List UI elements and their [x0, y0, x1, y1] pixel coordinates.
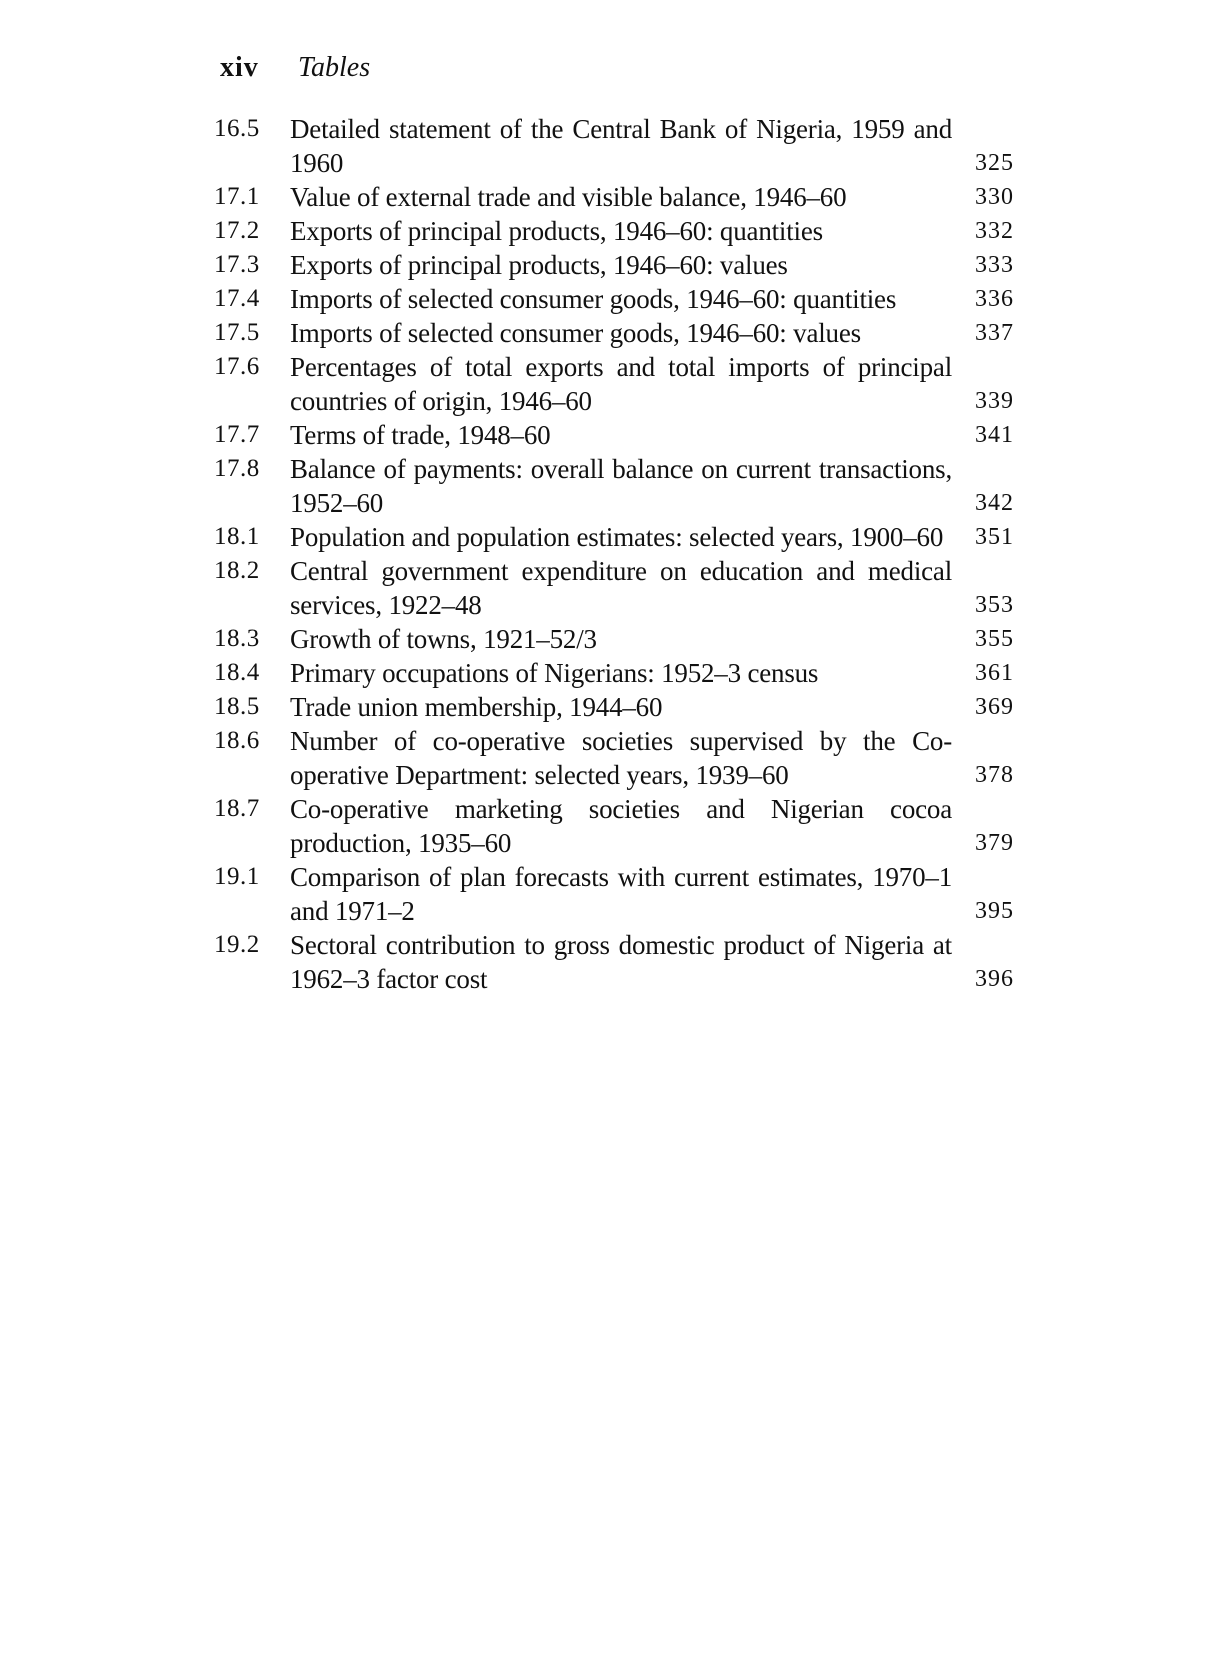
table-number: 18.3	[214, 625, 260, 652]
table-number: 17.1	[214, 183, 260, 210]
table-title: Number of co-operative societies supervised by the Co-operative Department: selected years, 1939–60	[290, 726, 952, 790]
table-page: 336	[975, 286, 1014, 312]
table-page: 378	[975, 762, 1014, 788]
table-page: 369	[975, 694, 1014, 720]
table-title: Trade union membership, 1944–60	[290, 692, 663, 722]
table-entry	[214, 690, 1014, 724]
table-page: 396	[975, 966, 1014, 992]
table-entry	[214, 316, 1014, 350]
table-title: Comparison of plan forecasts with current estimates, 1970–1 and 1971–2	[290, 862, 952, 926]
table-entry	[214, 350, 1014, 418]
table-number: 18.5	[214, 693, 260, 720]
table-title: Co-operative marketing societies and Nigerian cocoa production, 1935–60	[290, 794, 952, 858]
table-title: Terms of trade, 1948–60	[290, 420, 551, 450]
table-number: 18.4	[214, 659, 260, 686]
table-page: 337	[975, 320, 1014, 346]
table-entry	[214, 724, 1014, 792]
table-number: 19.1	[214, 863, 260, 890]
table-entry	[214, 622, 1014, 656]
table-entry	[214, 452, 1014, 520]
table-page: 379	[975, 830, 1014, 856]
table-page: 342	[975, 490, 1014, 516]
table-number: 17.2	[214, 217, 260, 244]
table-title: Detailed statement of the Central Bank of Nigeria, 1959 and 1960	[290, 114, 952, 178]
table-entry	[214, 248, 1014, 282]
table-title: Balance of payments: overall balance on current transactions, 1952–60	[290, 454, 952, 518]
table-entry	[214, 282, 1014, 316]
table-page: 330	[975, 184, 1014, 210]
table-entry	[214, 792, 1014, 860]
table-page: 355	[975, 626, 1014, 652]
table-entry	[214, 554, 1014, 622]
table-page: 395	[975, 898, 1014, 924]
table-number: 17.5	[214, 319, 260, 346]
table-title: Value of external trade and visible balance, 1946–60	[290, 182, 847, 212]
table-title: Sectoral contribution to gross domestic product of Nigeria at 1962–3 factor cost	[290, 930, 952, 994]
table-entry	[214, 520, 1014, 554]
table-page: 325	[975, 150, 1014, 176]
table-entry	[214, 112, 1014, 180]
table-entry	[214, 214, 1014, 248]
table-title: Growth of towns, 1921–52/3	[290, 624, 597, 654]
table-page: 351	[975, 524, 1014, 550]
table-entry	[214, 180, 1014, 214]
table-entry	[214, 656, 1014, 690]
table-entry	[214, 418, 1014, 452]
table-number: 18.7	[214, 795, 260, 822]
table-title: Exports of principal products, 1946–60: quantities	[290, 216, 823, 246]
table-title: Central government expenditure on education and medical services, 1922–48	[290, 556, 952, 620]
table-page: 339	[975, 388, 1014, 414]
running-header	[220, 52, 370, 92]
table-number: 17.6	[214, 353, 260, 380]
table-number: 17.7	[214, 421, 260, 448]
table-number: 17.8	[214, 455, 260, 482]
table-page: 332	[975, 218, 1014, 244]
table-title: Percentages of total exports and total imports of principal countries of origin, 1946–60	[290, 352, 952, 416]
page-number: xiv	[220, 52, 259, 83]
table-title: Exports of principal products, 1946–60: values	[290, 250, 788, 280]
table-number: 17.4	[214, 285, 260, 312]
table-number: 18.2	[214, 557, 260, 584]
table-number: 19.2	[214, 931, 260, 958]
table-title: Imports of selected consumer goods, 1946–60: quantities	[290, 284, 897, 314]
table-number: 16.5	[214, 115, 260, 142]
table-entry	[214, 928, 1014, 996]
table-entry	[214, 860, 1014, 928]
table-number: 18.1	[214, 523, 260, 550]
table-page: 353	[975, 592, 1014, 618]
running-title: Tables	[298, 52, 371, 83]
table-page: 341	[975, 422, 1014, 448]
table-number: 18.6	[214, 727, 260, 754]
table-title: Primary occupations of Nigerians: 1952–3 census	[290, 658, 819, 688]
table-page: 333	[975, 252, 1014, 278]
table-number: 17.3	[214, 251, 260, 278]
list-of-tables	[214, 112, 1014, 996]
table-page: 361	[975, 660, 1014, 686]
table-title: Population and population estimates: selected years, 1900–60	[290, 522, 944, 552]
table-title: Imports of selected consumer goods, 1946–60: values	[290, 318, 861, 348]
